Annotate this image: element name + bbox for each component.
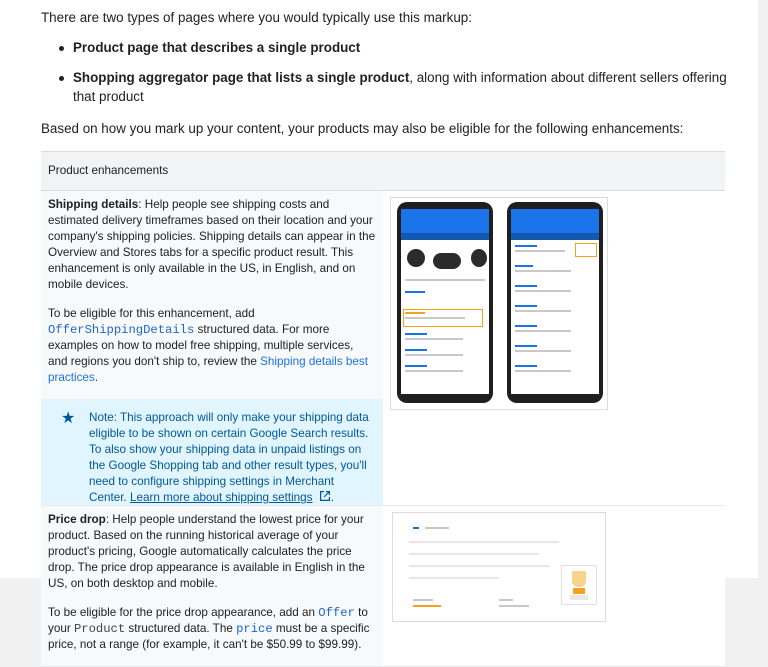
star-icon: ★ bbox=[61, 410, 76, 427]
list-item bbox=[41, 68, 731, 107]
enhancements-table bbox=[41, 151, 725, 667]
eligibility-text: structured data. The bbox=[125, 622, 237, 635]
blender-icon bbox=[561, 565, 597, 605]
phone-mockup bbox=[507, 202, 603, 403]
eligibility-text: . bbox=[94, 371, 99, 384]
shipping-best-practices-link[interactable]: Shipping details best practices bbox=[48, 355, 368, 384]
shipping-screenshot bbox=[390, 197, 608, 410]
price-drop-image-cell bbox=[383, 506, 725, 667]
bullet-icon bbox=[59, 76, 64, 81]
enhancements-intro: Based on how you mark up your content, your products may also be eligible for the following enhancements: bbox=[41, 121, 684, 136]
list-item-bold: Product page that describes a single product bbox=[73, 40, 361, 55]
eligibility-text: to your bbox=[48, 606, 368, 635]
phone-mockup bbox=[397, 202, 493, 403]
note-text: : This approach will only make your shipping data eligible to be shown on certain Google Search results. To also show your shipping data in unpaid listings on the Google Shopping tab and other result types, you'll need to configure shipping settings in Merchant Center. bbox=[89, 411, 369, 504]
eligibility-text: To be eligible for the price drop appearance, add an bbox=[48, 606, 319, 619]
code-product: Product bbox=[73, 622, 126, 636]
vertical-scrollbar[interactable] bbox=[758, 0, 768, 578]
price-drop-eligibility bbox=[48, 605, 376, 653]
price-drop-desc-text: : Help people understand the lowest price for your product. Based on the running historical average of your product's pricing, Google automatically calculates the price drop. The price drop appearance is available in English in the US, on both desktop and mobile. bbox=[48, 513, 365, 590]
table-row bbox=[41, 191, 725, 506]
note-label: Note bbox=[89, 411, 114, 424]
price-drop-description bbox=[48, 512, 376, 592]
eligibility-text: To be eligible for this enhancement, add bbox=[48, 307, 255, 320]
note-end: . bbox=[330, 491, 335, 504]
table-header: Product enhancements bbox=[41, 152, 725, 191]
shipping-settings-link[interactable]: Learn more about shipping settings bbox=[129, 491, 313, 504]
shipping-desc-text: : Help people see shipping costs and estimated delivery timeframes based on their location and your company's shipping policies. Shipping details can appear in the Overview and Stores tabs for a specific product result. This enhancement is only available in the US, in English, and on mobile devices. bbox=[48, 198, 376, 291]
list-item-text: , along with information about different sellers offering that product bbox=[73, 69, 727, 104]
shipping-description bbox=[48, 197, 376, 293]
intro-text: There are two types of pages where you would typically use this markup: bbox=[41, 10, 472, 25]
code-offer-shipping-details: OfferShippingDetails bbox=[48, 323, 195, 337]
note-callout bbox=[41, 399, 383, 505]
eligibility-text: structured data. For more examples on how to model free shipping, multiple services, and regions you don't ship to, review the bbox=[48, 323, 354, 368]
shipping-title: Shipping details bbox=[48, 198, 139, 211]
list-item bbox=[41, 38, 731, 58]
code-offer: Offer bbox=[318, 606, 355, 620]
eligibility-text: must be a specific price, not a range (for example, it can't be $50.99 to $99.99). bbox=[48, 622, 370, 651]
table-row bbox=[41, 506, 725, 667]
price-drop-screenshot bbox=[392, 512, 606, 622]
price-drop-cell bbox=[41, 506, 383, 667]
price-drop-title: Price drop bbox=[48, 513, 106, 526]
external-link-icon[interactable] bbox=[319, 490, 331, 502]
bullet-icon bbox=[59, 46, 64, 51]
code-price: price bbox=[236, 622, 273, 636]
shipping-eligibility bbox=[48, 306, 376, 386]
shipping-details-cell bbox=[41, 191, 383, 506]
list-item-bold: Shopping aggregator page that lists a single product bbox=[73, 69, 410, 85]
page-types-list bbox=[41, 38, 731, 117]
shipping-image-cell bbox=[383, 191, 725, 506]
